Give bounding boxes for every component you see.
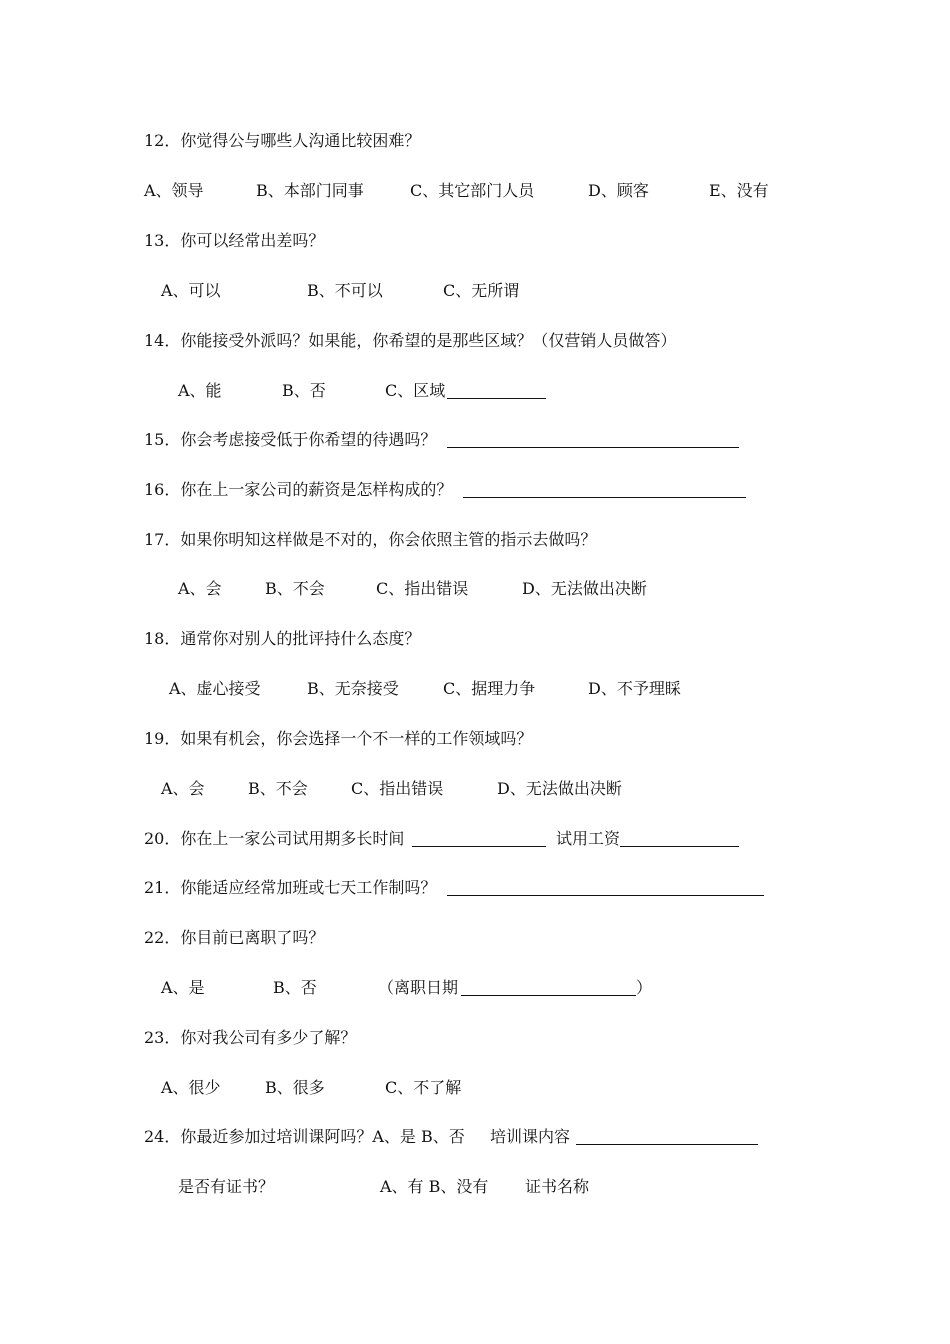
certificate-options[interactable]: A、有 B、没有 <box>380 1177 489 1196</box>
course-content-blank[interactable] <box>576 1144 758 1145</box>
certificate-name-label: 证书名称 <box>525 1177 590 1196</box>
course-content-label: 培训课内容 <box>490 1127 571 1146</box>
option-c[interactable]: C、无所谓 <box>443 281 520 300</box>
option-d[interactable]: D、顾客 <box>588 181 649 200</box>
option-a[interactable]: A、能 <box>178 381 222 400</box>
option-b[interactable]: B、否 <box>273 978 317 997</box>
option-b[interactable]: B、不会 <box>265 579 325 598</box>
option-a[interactable]: A、虚心接受 <box>169 679 261 698</box>
option-b[interactable]: B、否 <box>282 381 326 400</box>
leave-date-close: ） <box>636 978 653 997</box>
probation-wage-blank[interactable] <box>620 846 739 847</box>
option-b[interactable]: B、无奈接受 <box>307 679 399 698</box>
option-e[interactable]: E、没有 <box>709 181 769 200</box>
option-a[interactable]: A、领导 <box>144 181 204 200</box>
option-b[interactable]: B、不会 <box>248 779 308 798</box>
question-19-label: 19．如果有机会，你会选择一个不一样的工作领域吗？ <box>144 729 533 748</box>
leave-date-label: （离职日期 <box>378 978 459 997</box>
certificate-question: 是否有证书？ <box>178 1177 275 1196</box>
region-blank[interactable] <box>447 398 546 399</box>
option-a[interactable]: A、是 <box>161 978 205 997</box>
option-d[interactable]: D、无法做出决断 <box>522 579 647 598</box>
answer-blank[interactable] <box>447 447 739 448</box>
question-21-label: 21．你能适应经常加班或七天工作制吗？ <box>144 878 437 897</box>
option-b[interactable]: B、本部门同事 <box>256 181 364 200</box>
option-c[interactable]: C、区域 <box>385 381 446 400</box>
probation-wage-label: 试用工资 <box>556 829 621 848</box>
question-22-label: 22．你目前已离职了吗？ <box>144 928 325 947</box>
leave-date-blank[interactable] <box>461 995 636 996</box>
option-c[interactable]: C、指出错误 <box>351 779 444 798</box>
option-c[interactable]: C、其它部门人员 <box>410 181 535 200</box>
question-17-label: 17．如果你明知这样做是不对的，你会依照主管的指示去做吗？ <box>144 530 597 549</box>
probation-period-blank[interactable] <box>412 846 546 847</box>
option-b[interactable]: B、不可以 <box>307 281 383 300</box>
option-c[interactable]: C、指出错误 <box>376 579 469 598</box>
option-a[interactable]: A、会 <box>161 779 205 798</box>
option-c[interactable]: C、据理力争 <box>443 679 536 698</box>
option-d[interactable]: D、无法做出决断 <box>497 779 622 798</box>
option-b[interactable]: B、很多 <box>265 1078 325 1097</box>
question-24-label: 24．你最近参加过培训课阿吗？A、是 B、否 <box>144 1127 465 1146</box>
question-13-label: 13．你可以经常出差吗？ <box>144 231 325 250</box>
question-20-label: 20．你在上一家公司试用期多长时间 <box>144 829 405 848</box>
question-15-label: 15．你会考虑接受低于你希望的待遇吗？ <box>144 430 437 449</box>
question-18-label: 18．通常你对别人的批评持什么态度？ <box>144 629 421 648</box>
question-14-label: 14．你能接受外派吗？如果能，你希望的是那些区域？（仅营销人员做答） <box>144 331 677 350</box>
question-16-label: 16．你在上一家公司的薪资是怎样构成的？ <box>144 480 453 499</box>
question-23-label: 23．你对我公司有多少了解？ <box>144 1028 357 1047</box>
answer-blank[interactable] <box>447 895 764 896</box>
question-12-label: 12．你觉得公与哪些人沟通比较困难？ <box>144 131 421 150</box>
option-c[interactable]: C、不了解 <box>385 1078 462 1097</box>
option-d[interactable]: D、不予理睬 <box>588 679 681 698</box>
option-a[interactable]: A、会 <box>178 579 222 598</box>
option-a[interactable]: A、很少 <box>161 1078 221 1097</box>
answer-blank[interactable] <box>463 497 746 498</box>
option-a[interactable]: A、可以 <box>161 281 221 300</box>
